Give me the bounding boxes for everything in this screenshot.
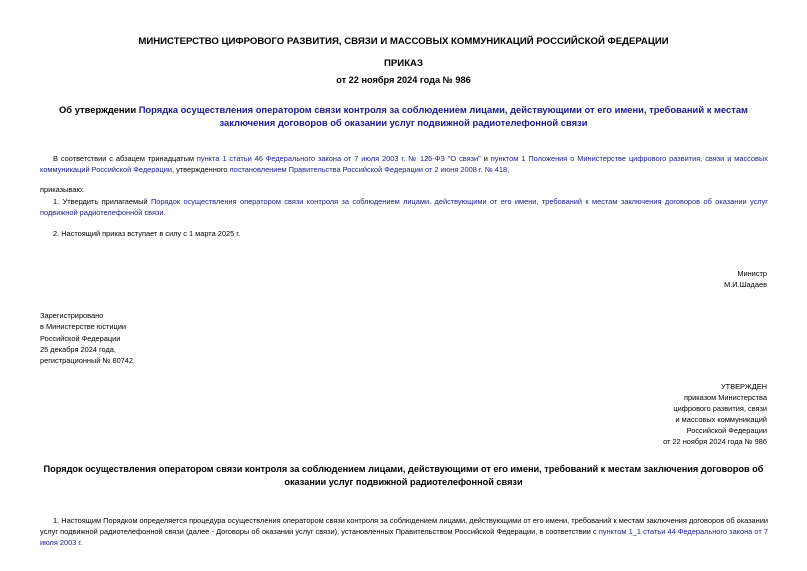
item-1-text-1: 1. Утвердить прилагаемый: [53, 197, 151, 206]
ministry-regulation-link[interactable]: пунктом 1 Положения о Министерстве цифрового развития, связи и массовых коммуникаций Российской Федерации: [40, 154, 768, 174]
preamble-text-1: В соответствии с абзацем тринадцатым: [53, 154, 197, 163]
title-link[interactable]: Порядка осуществления оператором связи контроля за соблюдением лицами, действующими от его имени, требований к местам заключения договоров об оказании услуг подвижной радиотелефонной связи: [138, 104, 748, 128]
item-2-paragraph: 2. Настоящий приказ вступает в силу с 1 марта 2025 г.: [53, 229, 241, 238]
ministry-header: МИНИСТЕРСТВО ЦИФРОВОГО РАЗВИТИЯ, СВЯЗИ И МАССОВЫХ КОММУНИКАЦИЙ РОССИЙСКОЙ ФЕДЕРАЦИИ: [138, 36, 669, 47]
law-article-44-link[interactable]: пунктом 1_1 статьи 44 Федерального закона от 7 июля 2003 г: [40, 527, 768, 547]
document-title: [40, 104, 767, 129]
signature-block: [724, 268, 767, 290]
preamble-text-3: , утвержденного: [172, 165, 230, 174]
document-type: ПРИКАЗ: [384, 58, 423, 69]
approval-line: Российской Федерации: [686, 426, 767, 435]
procedure-paragraph-1: [40, 515, 768, 548]
preamble-paragraph: [40, 153, 768, 175]
procedure-p1-text-2: .: [80, 538, 83, 547]
registration-line: регистрационный № 80742: [40, 356, 134, 366]
approval-line: цифрового развития, связи: [673, 404, 767, 413]
approval-line: от 22 ноября 2024 года № 986: [663, 437, 767, 446]
approval-line: УТВЕРЖДЕН: [720, 382, 767, 391]
government-decree-link[interactable]: постановлением Правительства Российской Федерации от 2 июня 2008 г. № 418: [229, 165, 508, 174]
approval-line: приказом Министерства: [684, 393, 767, 402]
procedure-p1-text-1: 1. Настоящим Порядком определяется процедура осуществления оператором связи контроля за соблюдением лицами, действующими от его имени, требований к местам заключения договоров об оказании услуг подвижной радиотелефонной связи (далее - Договоры об оказании услуг связи), установленных Правительством Российской Федерации, в соответствии с: [40, 516, 768, 536]
procedure-title: Порядок осуществления оператором связи контроля за соблюдением лицами, действующими от его имени, требований к местам заключения договоров об оказании услуг подвижной радиотелефонной связи: [43, 464, 764, 487]
order-word: приказываю:: [40, 185, 84, 194]
preamble-text-4: ,: [507, 165, 510, 174]
item-1-paragraph: [40, 196, 768, 218]
item-1-text-2: .: [163, 208, 166, 217]
registration-line: Российской Федерации: [40, 333, 121, 343]
law-126-link[interactable]: пункта 1 статьи 46 Федерального закона от 7 июля 2003 г. № 126-ФЗ "О связи": [196, 154, 481, 163]
document-date: от 22 ноября 2024 года № 986: [336, 75, 471, 85]
registration-line: Зарегистрировано: [40, 311, 104, 320]
registration-block: [40, 310, 133, 366]
approval-line: и массовых коммуникаций: [675, 415, 767, 424]
signature-name: М.И.Шадаев: [724, 280, 767, 289]
registration-line: 25 декабря 2024 года,: [40, 344, 116, 354]
approval-stamp: [663, 381, 767, 447]
procedure-link[interactable]: Порядок осуществления оператором связи контроля за соблюдением лицами, действующими от его имени, требований к местам заключения договоров об оказании услуг подвижной радиотелефонной связи: [40, 197, 769, 217]
title-prefix: Об утверждении: [59, 104, 139, 115]
preamble-text-2: и: [480, 154, 491, 163]
registration-line: в Министерстве юстиции: [40, 322, 127, 332]
signature-position: Министр: [737, 269, 767, 278]
